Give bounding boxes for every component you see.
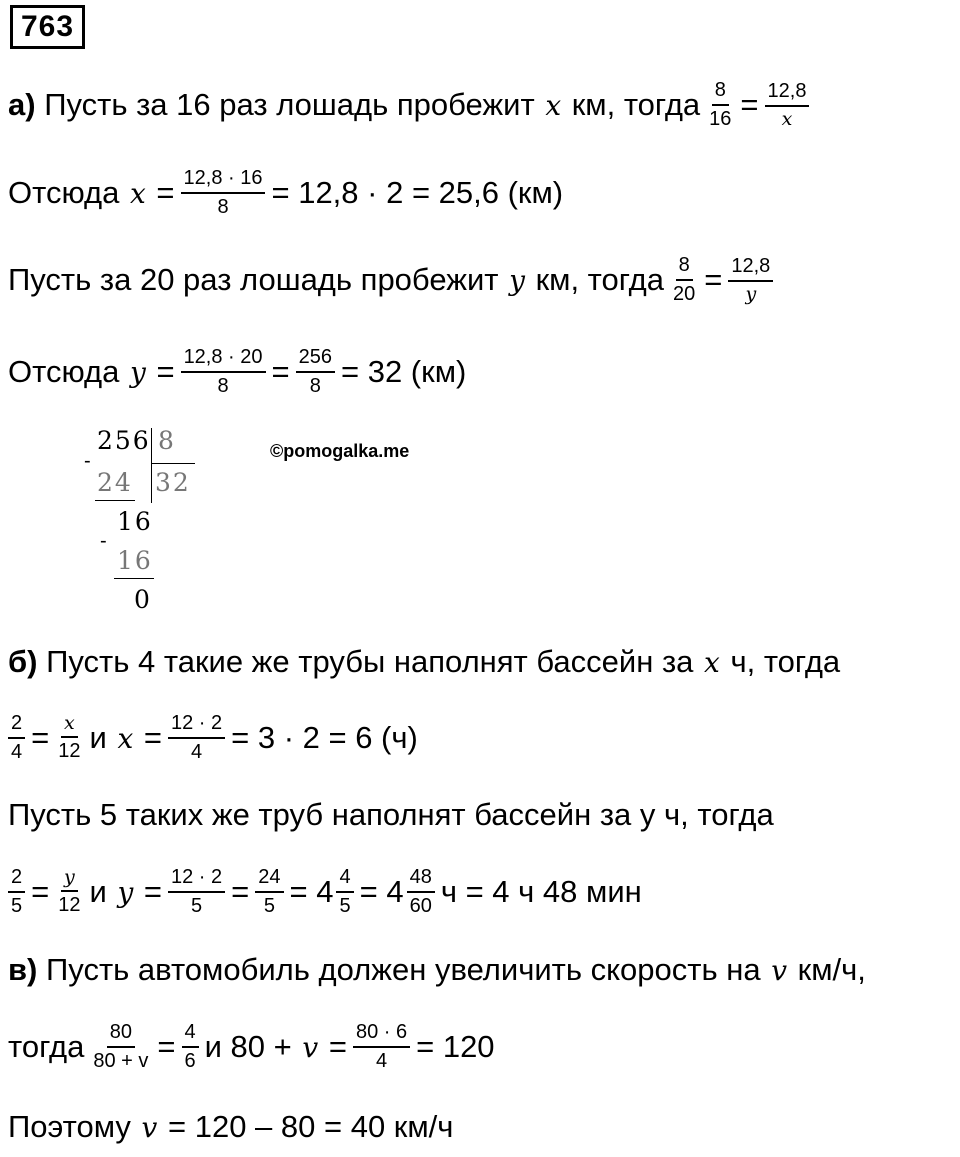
denominator: 4 (190, 741, 203, 763)
denominator: 8 (217, 375, 229, 397)
fraction (168, 712, 225, 764)
numerator: 24 (255, 866, 283, 893)
denominator: y (745, 282, 757, 305)
divisor-underline (151, 463, 195, 464)
variable: y (130, 355, 146, 389)
text: Пусть за 20 раз лошадь пробежит (8, 262, 499, 297)
part-a-label: а) (8, 87, 36, 122)
equals: = (328, 1029, 347, 1064)
text: и (89, 720, 107, 755)
quotient: 32 (155, 468, 191, 497)
subtrahend-2: 16 (117, 546, 153, 575)
denominator: 20 (673, 283, 696, 305)
numerator: 48 (407, 866, 435, 893)
variable: x (117, 721, 134, 755)
denominator: 80 + v (93, 1050, 149, 1072)
text: = 32 (км) (341, 354, 467, 389)
fraction (182, 1021, 199, 1073)
numerator: y (61, 867, 78, 893)
numerator: 8 (712, 79, 729, 106)
numerator: 2 (8, 866, 25, 893)
fraction (8, 712, 25, 764)
fraction (55, 867, 83, 918)
variable: x (704, 645, 720, 679)
equals: = (231, 874, 250, 909)
part-a-line-4 (8, 342, 466, 402)
numerator: 80 · 6 (353, 1021, 410, 1048)
equals: = (740, 87, 759, 122)
division-line-1 (95, 500, 135, 501)
denominator: 5 (11, 895, 23, 917)
text: км, тогда (571, 87, 701, 122)
text: ч, тогда (730, 644, 841, 679)
numerator: 12 · 2 (168, 712, 225, 739)
text: = 4 (289, 874, 334, 909)
denominator: 5 (339, 895, 351, 917)
division-vertical-line (151, 428, 152, 503)
variable: v (771, 953, 788, 987)
part-c-line-3 (8, 1097, 453, 1157)
part-c-line-2 (8, 1017, 495, 1077)
part-b-line-1 (8, 632, 840, 692)
dividend: 256 (97, 426, 151, 455)
fraction (336, 866, 353, 918)
fraction (181, 167, 266, 219)
part-c-label: в) (8, 952, 38, 987)
part-b-line-2 (8, 708, 418, 768)
fraction (670, 254, 698, 306)
text: Поэтому (8, 1109, 131, 1144)
numerator: 12,8 (728, 255, 773, 282)
text: и 80 + (204, 1029, 292, 1064)
part-b-line-3 (8, 785, 774, 845)
denominator: 12 (58, 740, 81, 763)
equals: = (156, 354, 175, 389)
numerator: 256 (296, 346, 335, 373)
remainder-2: 0 (134, 585, 150, 614)
equals: = (271, 354, 290, 389)
numerator: 80 (107, 1021, 135, 1048)
fraction (168, 866, 225, 918)
numerator: 12 · 2 (168, 866, 225, 893)
text: = 120 (416, 1029, 495, 1064)
text: Пусть за 16 раз лошадь пробежит (44, 87, 535, 122)
numerator: 12,8 · 20 (181, 346, 266, 373)
equals: = (156, 175, 175, 210)
numerator: 4 (336, 866, 353, 893)
variable: v (141, 1110, 158, 1144)
fraction (765, 80, 810, 131)
denominator: x (781, 107, 793, 130)
fraction (353, 1021, 410, 1073)
text: Отсюда (8, 354, 120, 389)
denominator: 8 (309, 375, 321, 397)
text: и (89, 874, 107, 909)
fraction (728, 255, 773, 306)
text: Пусть 4 такие же трубы наполнят бассейн за (46, 644, 694, 679)
text: км, тогда (535, 262, 664, 297)
equals: = (143, 874, 162, 909)
part-b-line-4 (8, 862, 642, 922)
text: = 4 (359, 874, 404, 909)
variable: y (509, 263, 525, 297)
equals: = (31, 874, 50, 909)
denominator: 16 (709, 108, 732, 130)
denominator: 60 (409, 895, 432, 917)
text: ч = 4 ч 48 мин (440, 874, 642, 909)
remainder-1: 16 (117, 507, 153, 536)
fraction (90, 1021, 151, 1073)
text: Отсюда (8, 175, 120, 210)
text: = 120 – 80 = 40 км/ч (168, 1109, 454, 1144)
variable: y (117, 875, 134, 909)
numerator: 12,8 (765, 80, 810, 107)
minus-sign: - (84, 450, 91, 472)
denominator: 5 (263, 895, 275, 917)
watermark: ©pomogalka.me (270, 441, 410, 461)
denominator: 5 (191, 895, 203, 917)
part-c-line-1 (8, 940, 866, 1000)
part-a-line-1 (8, 75, 815, 135)
denominator: 12 (58, 894, 81, 917)
text: Пусть 5 таких же труб наполнят бассейн за у ч, тогда (8, 797, 774, 832)
problem-number: 763 (10, 5, 85, 49)
text: км/ч, (797, 952, 866, 987)
denominator: 6 (184, 1050, 196, 1072)
equals: = (143, 720, 162, 755)
fraction (296, 346, 335, 398)
fraction (55, 713, 83, 764)
fraction (8, 866, 25, 918)
denominator: 4 (375, 1050, 388, 1072)
numerator: 2 (8, 712, 25, 739)
equals: = (704, 262, 723, 297)
variable: x (130, 176, 146, 210)
numerator: 4 (182, 1021, 199, 1048)
part-a-line-3 (8, 250, 779, 310)
part-b-label: б) (8, 644, 38, 679)
numerator: 12,8 · 16 (181, 167, 266, 194)
minus-sign: - (100, 530, 107, 552)
numerator: x (61, 713, 78, 739)
part-a-line-2 (8, 163, 563, 223)
division-line-2 (114, 578, 154, 579)
equals: = (157, 1029, 176, 1064)
subtrahend-1: 24 (97, 468, 133, 497)
fraction (407, 866, 435, 918)
fraction (181, 346, 266, 398)
variable: v (302, 1030, 319, 1064)
text: = 12,8 · 2 = 25,6 (км) (271, 175, 564, 210)
equals: = (31, 720, 50, 755)
divisor: 8 (158, 426, 174, 455)
text: = 3 · 2 = 6 (ч) (231, 720, 418, 755)
denominator: 8 (217, 196, 229, 218)
text: Пусть автомобиль должен увеличить скорость на (46, 952, 761, 987)
text: тогда (8, 1029, 85, 1064)
variable: x (545, 88, 562, 122)
fraction (255, 866, 283, 918)
fraction (706, 79, 734, 131)
denominator: 4 (11, 741, 23, 763)
numerator: 8 (676, 254, 693, 281)
